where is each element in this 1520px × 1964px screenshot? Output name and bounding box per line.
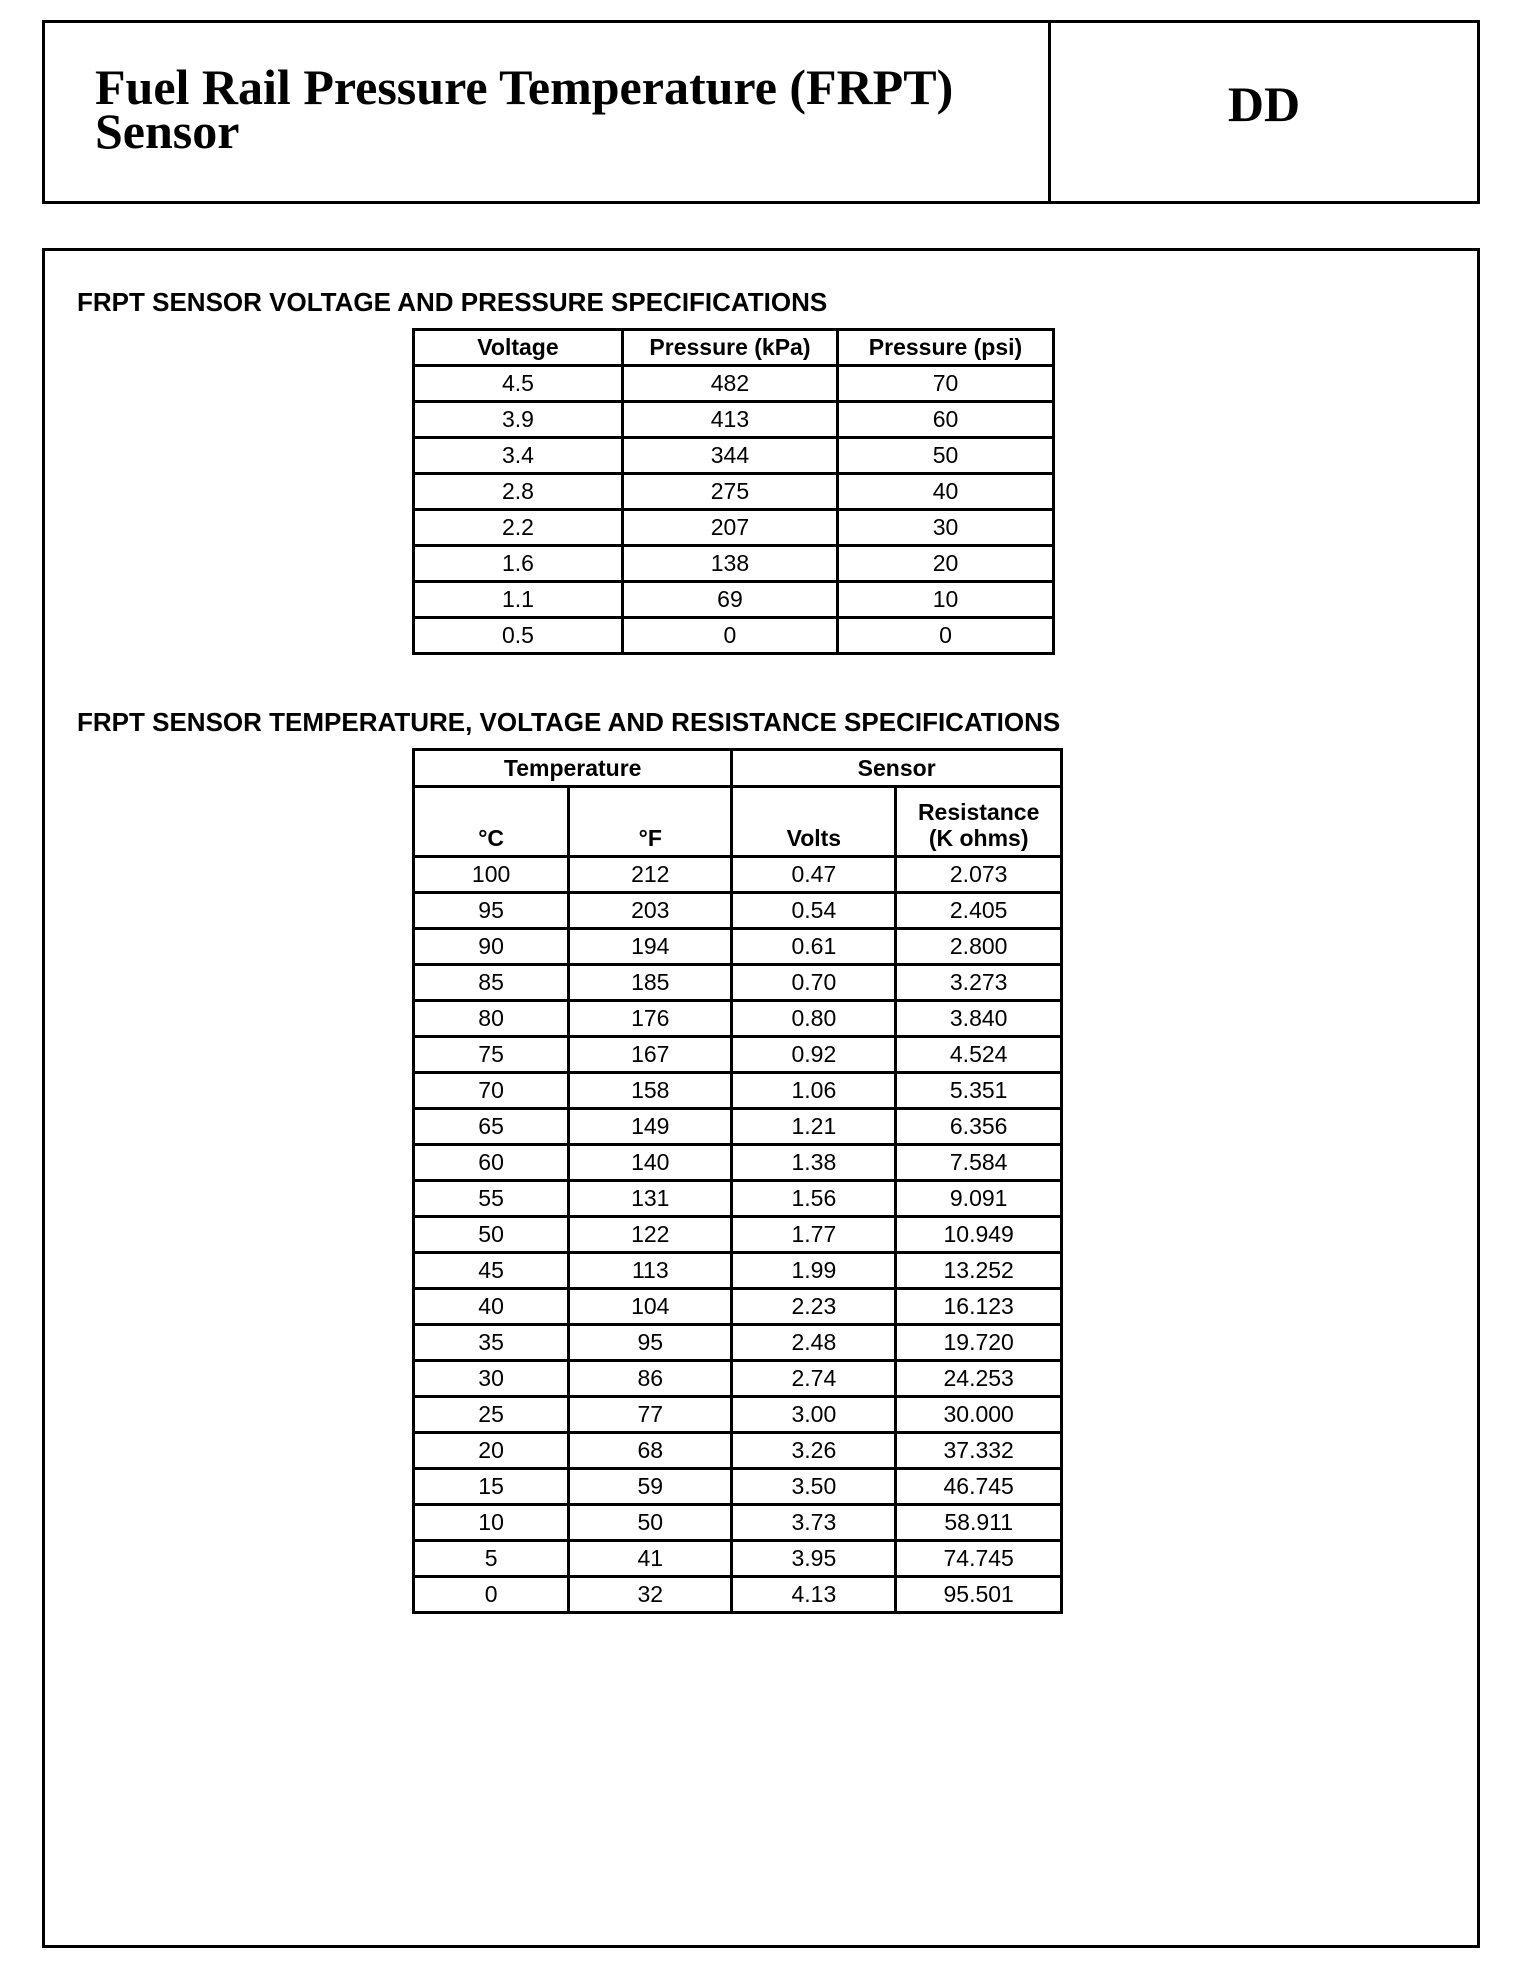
cell-fahrenheit: 68 — [569, 1433, 732, 1469]
cell-celsius: 60 — [414, 1145, 569, 1181]
cell-fahrenheit: 194 — [569, 929, 732, 965]
cell-celsius: 85 — [414, 965, 569, 1001]
cell-fahrenheit: 149 — [569, 1109, 732, 1145]
cell-fahrenheit: 104 — [569, 1289, 732, 1325]
cell-fahrenheit: 131 — [569, 1181, 732, 1217]
column-header-volts: Volts — [732, 787, 896, 857]
cell-pressure-psi: 0 — [837, 618, 1053, 654]
table-row — [414, 929, 1062, 965]
column-header-pressure-psi: Pressure (psi) — [837, 330, 1053, 366]
cell-fahrenheit: 212 — [569, 857, 732, 893]
cell-resistance: 46.745 — [896, 1469, 1062, 1505]
cell-voltage: 1.1 — [414, 582, 623, 618]
table-row — [414, 1253, 1062, 1289]
column-header-pressure-kpa: Pressure (kPa) — [622, 330, 837, 366]
cell-celsius: 5 — [414, 1541, 569, 1577]
cell-celsius: 45 — [414, 1253, 569, 1289]
group-header-temperature: Temperature — [414, 750, 732, 787]
cell-voltage: 3.4 — [414, 438, 623, 474]
group-header-sensor: Sensor — [732, 750, 1062, 787]
cell-volts: 1.77 — [732, 1217, 896, 1253]
cell-celsius: 95 — [414, 893, 569, 929]
table-row — [414, 582, 1054, 618]
cell-resistance: 5.351 — [896, 1073, 1062, 1109]
cell-celsius: 50 — [414, 1217, 569, 1253]
cell-celsius: 15 — [414, 1469, 569, 1505]
table-row — [414, 893, 1062, 929]
cell-celsius: 100 — [414, 857, 569, 893]
table-row — [414, 546, 1054, 582]
cell-volts: 3.50 — [732, 1469, 896, 1505]
cell-resistance: 16.123 — [896, 1289, 1062, 1325]
cell-pressure-psi: 20 — [837, 546, 1053, 582]
cell-resistance: 6.356 — [896, 1109, 1062, 1145]
cell-volts: 0.54 — [732, 893, 896, 929]
cell-pressure-kpa: 69 — [622, 582, 837, 618]
table-row — [414, 618, 1054, 654]
cell-celsius: 30 — [414, 1361, 569, 1397]
cell-resistance: 24.253 — [896, 1361, 1062, 1397]
cell-fahrenheit: 41 — [569, 1541, 732, 1577]
cell-resistance: 4.524 — [896, 1037, 1062, 1073]
cell-volts: 0.47 — [732, 857, 896, 893]
cell-volts: 2.74 — [732, 1361, 896, 1397]
temperature-resistance-table — [412, 748, 1063, 1614]
cell-pressure-psi: 50 — [837, 438, 1053, 474]
cell-resistance: 2.800 — [896, 929, 1062, 965]
cell-fahrenheit: 95 — [569, 1325, 732, 1361]
page-title-line-2: Sensor — [95, 103, 240, 159]
table-row — [414, 1433, 1062, 1469]
cell-resistance: 2.405 — [896, 893, 1062, 929]
table-row — [414, 1109, 1062, 1145]
cell-volts: 3.95 — [732, 1541, 896, 1577]
table-row — [414, 857, 1062, 893]
cell-fahrenheit: 167 — [569, 1037, 732, 1073]
cell-resistance: 58.911 — [896, 1505, 1062, 1541]
table-row — [414, 1001, 1062, 1037]
cell-voltage: 1.6 — [414, 546, 623, 582]
cell-volts: 3.73 — [732, 1505, 896, 1541]
table-row — [414, 1361, 1062, 1397]
cell-celsius: 75 — [414, 1037, 569, 1073]
page-title — [95, 59, 1048, 159]
table-row — [414, 1217, 1062, 1253]
cell-resistance: 10.949 — [896, 1217, 1062, 1253]
cell-celsius: 70 — [414, 1073, 569, 1109]
table-row — [414, 438, 1054, 474]
table-row — [414, 1541, 1062, 1577]
table-row — [414, 474, 1054, 510]
table-row — [414, 1073, 1062, 1109]
cell-volts: 1.99 — [732, 1253, 896, 1289]
cell-fahrenheit: 122 — [569, 1217, 732, 1253]
table-row — [414, 510, 1054, 546]
cell-celsius: 10 — [414, 1505, 569, 1541]
temperature-voltage-resistance-heading: FRPT SENSOR TEMPERATURE, VOLTAGE AND RESISTANCE SPECIFICATIONS — [77, 707, 1061, 737]
cell-pressure-psi: 10 — [837, 582, 1053, 618]
table-row — [414, 402, 1054, 438]
cell-pressure-kpa: 138 — [622, 546, 837, 582]
cell-volts: 4.13 — [732, 1577, 896, 1613]
cell-resistance: 37.332 — [896, 1433, 1062, 1469]
cell-voltage: 0.5 — [414, 618, 623, 654]
cell-resistance: 19.720 — [896, 1325, 1062, 1361]
voltage-pressure-table — [412, 328, 1055, 655]
cell-volts: 2.23 — [732, 1289, 896, 1325]
table-row — [414, 366, 1054, 402]
column-header-celsius: °C — [414, 787, 569, 857]
cell-volts: 2.48 — [732, 1325, 896, 1361]
cell-fahrenheit: 32 — [569, 1577, 732, 1613]
cell-resistance: 2.073 — [896, 857, 1062, 893]
cell-celsius: 80 — [414, 1001, 569, 1037]
section-code: DD — [1227, 76, 1301, 132]
cell-volts: 3.00 — [732, 1397, 896, 1433]
cell-fahrenheit: 113 — [569, 1253, 732, 1289]
cell-resistance: 74.745 — [896, 1541, 1062, 1577]
cell-fahrenheit: 140 — [569, 1145, 732, 1181]
cell-resistance: 7.584 — [896, 1145, 1062, 1181]
cell-volts: 1.38 — [732, 1145, 896, 1181]
cell-resistance: 13.252 — [896, 1253, 1062, 1289]
cell-voltage: 2.8 — [414, 474, 623, 510]
column-header-fahrenheit: °F — [569, 787, 732, 857]
cell-pressure-kpa: 275 — [622, 474, 837, 510]
cell-fahrenheit: 50 — [569, 1505, 732, 1541]
header-box — [42, 20, 1480, 204]
cell-volts: 0.80 — [732, 1001, 896, 1037]
table-row — [414, 1037, 1062, 1073]
cell-fahrenheit: 59 — [569, 1469, 732, 1505]
column-header-voltage: Voltage — [414, 330, 623, 366]
voltage-pressure-heading: FRPT SENSOR VOLTAGE AND PRESSURE SPECIFICATIONS — [77, 287, 828, 317]
cell-resistance: 3.840 — [896, 1001, 1062, 1037]
table-row — [414, 965, 1062, 1001]
header-code-cell — [1051, 23, 1477, 201]
cell-volts: 0.61 — [732, 929, 896, 965]
table-row — [414, 1469, 1062, 1505]
cell-fahrenheit: 86 — [569, 1361, 732, 1397]
cell-celsius: 65 — [414, 1109, 569, 1145]
table-row — [414, 1577, 1062, 1613]
cell-voltage: 2.2 — [414, 510, 623, 546]
cell-volts: 1.06 — [732, 1073, 896, 1109]
cell-resistance: 30.000 — [896, 1397, 1062, 1433]
cell-fahrenheit: 203 — [569, 893, 732, 929]
resistance-header-line-2: (K ohms) — [928, 825, 1029, 851]
cell-celsius: 20 — [414, 1433, 569, 1469]
temperature-resistance-table-body — [414, 857, 1062, 1613]
table-header-row — [414, 330, 1054, 366]
cell-celsius: 35 — [414, 1325, 569, 1361]
table-group-header-row — [414, 750, 1062, 787]
cell-celsius: 25 — [414, 1397, 569, 1433]
cell-volts: 1.21 — [732, 1109, 896, 1145]
table-header-row — [414, 787, 1062, 857]
header-title-cell — [45, 23, 1051, 201]
content-box — [42, 248, 1480, 1948]
cell-fahrenheit: 158 — [569, 1073, 732, 1109]
table-row — [414, 1289, 1062, 1325]
cell-resistance: 95.501 — [896, 1577, 1062, 1613]
resistance-header-line-1: Resistance — [917, 799, 1040, 825]
table-row — [414, 1325, 1062, 1361]
cell-volts: 3.26 — [732, 1433, 896, 1469]
cell-pressure-psi: 60 — [837, 402, 1053, 438]
column-header-resistance — [896, 787, 1062, 857]
cell-fahrenheit: 176 — [569, 1001, 732, 1037]
cell-pressure-kpa: 207 — [622, 510, 837, 546]
cell-celsius: 90 — [414, 929, 569, 965]
cell-pressure-psi: 40 — [837, 474, 1053, 510]
voltage-pressure-table-body — [414, 366, 1054, 654]
cell-pressure-psi: 70 — [837, 366, 1053, 402]
cell-fahrenheit: 77 — [569, 1397, 732, 1433]
cell-volts: 0.92 — [732, 1037, 896, 1073]
cell-resistance: 3.273 — [896, 965, 1062, 1001]
cell-resistance: 9.091 — [896, 1181, 1062, 1217]
cell-pressure-kpa: 482 — [622, 366, 837, 402]
cell-volts: 0.70 — [732, 965, 896, 1001]
cell-fahrenheit: 185 — [569, 965, 732, 1001]
table-row — [414, 1397, 1062, 1433]
cell-pressure-psi: 30 — [837, 510, 1053, 546]
table-row — [414, 1145, 1062, 1181]
table-row — [414, 1505, 1062, 1541]
table-row — [414, 1181, 1062, 1217]
cell-celsius: 40 — [414, 1289, 569, 1325]
cell-pressure-kpa: 344 — [622, 438, 837, 474]
cell-celsius: 55 — [414, 1181, 569, 1217]
page-title-line-1: Fuel Rail Pressure Temperature (FRPT) — [95, 59, 954, 115]
cell-volts: 1.56 — [732, 1181, 896, 1217]
cell-voltage: 3.9 — [414, 402, 623, 438]
cell-pressure-kpa: 413 — [622, 402, 837, 438]
cell-voltage: 4.5 — [414, 366, 623, 402]
cell-celsius: 0 — [414, 1577, 569, 1613]
cell-pressure-kpa: 0 — [622, 618, 837, 654]
